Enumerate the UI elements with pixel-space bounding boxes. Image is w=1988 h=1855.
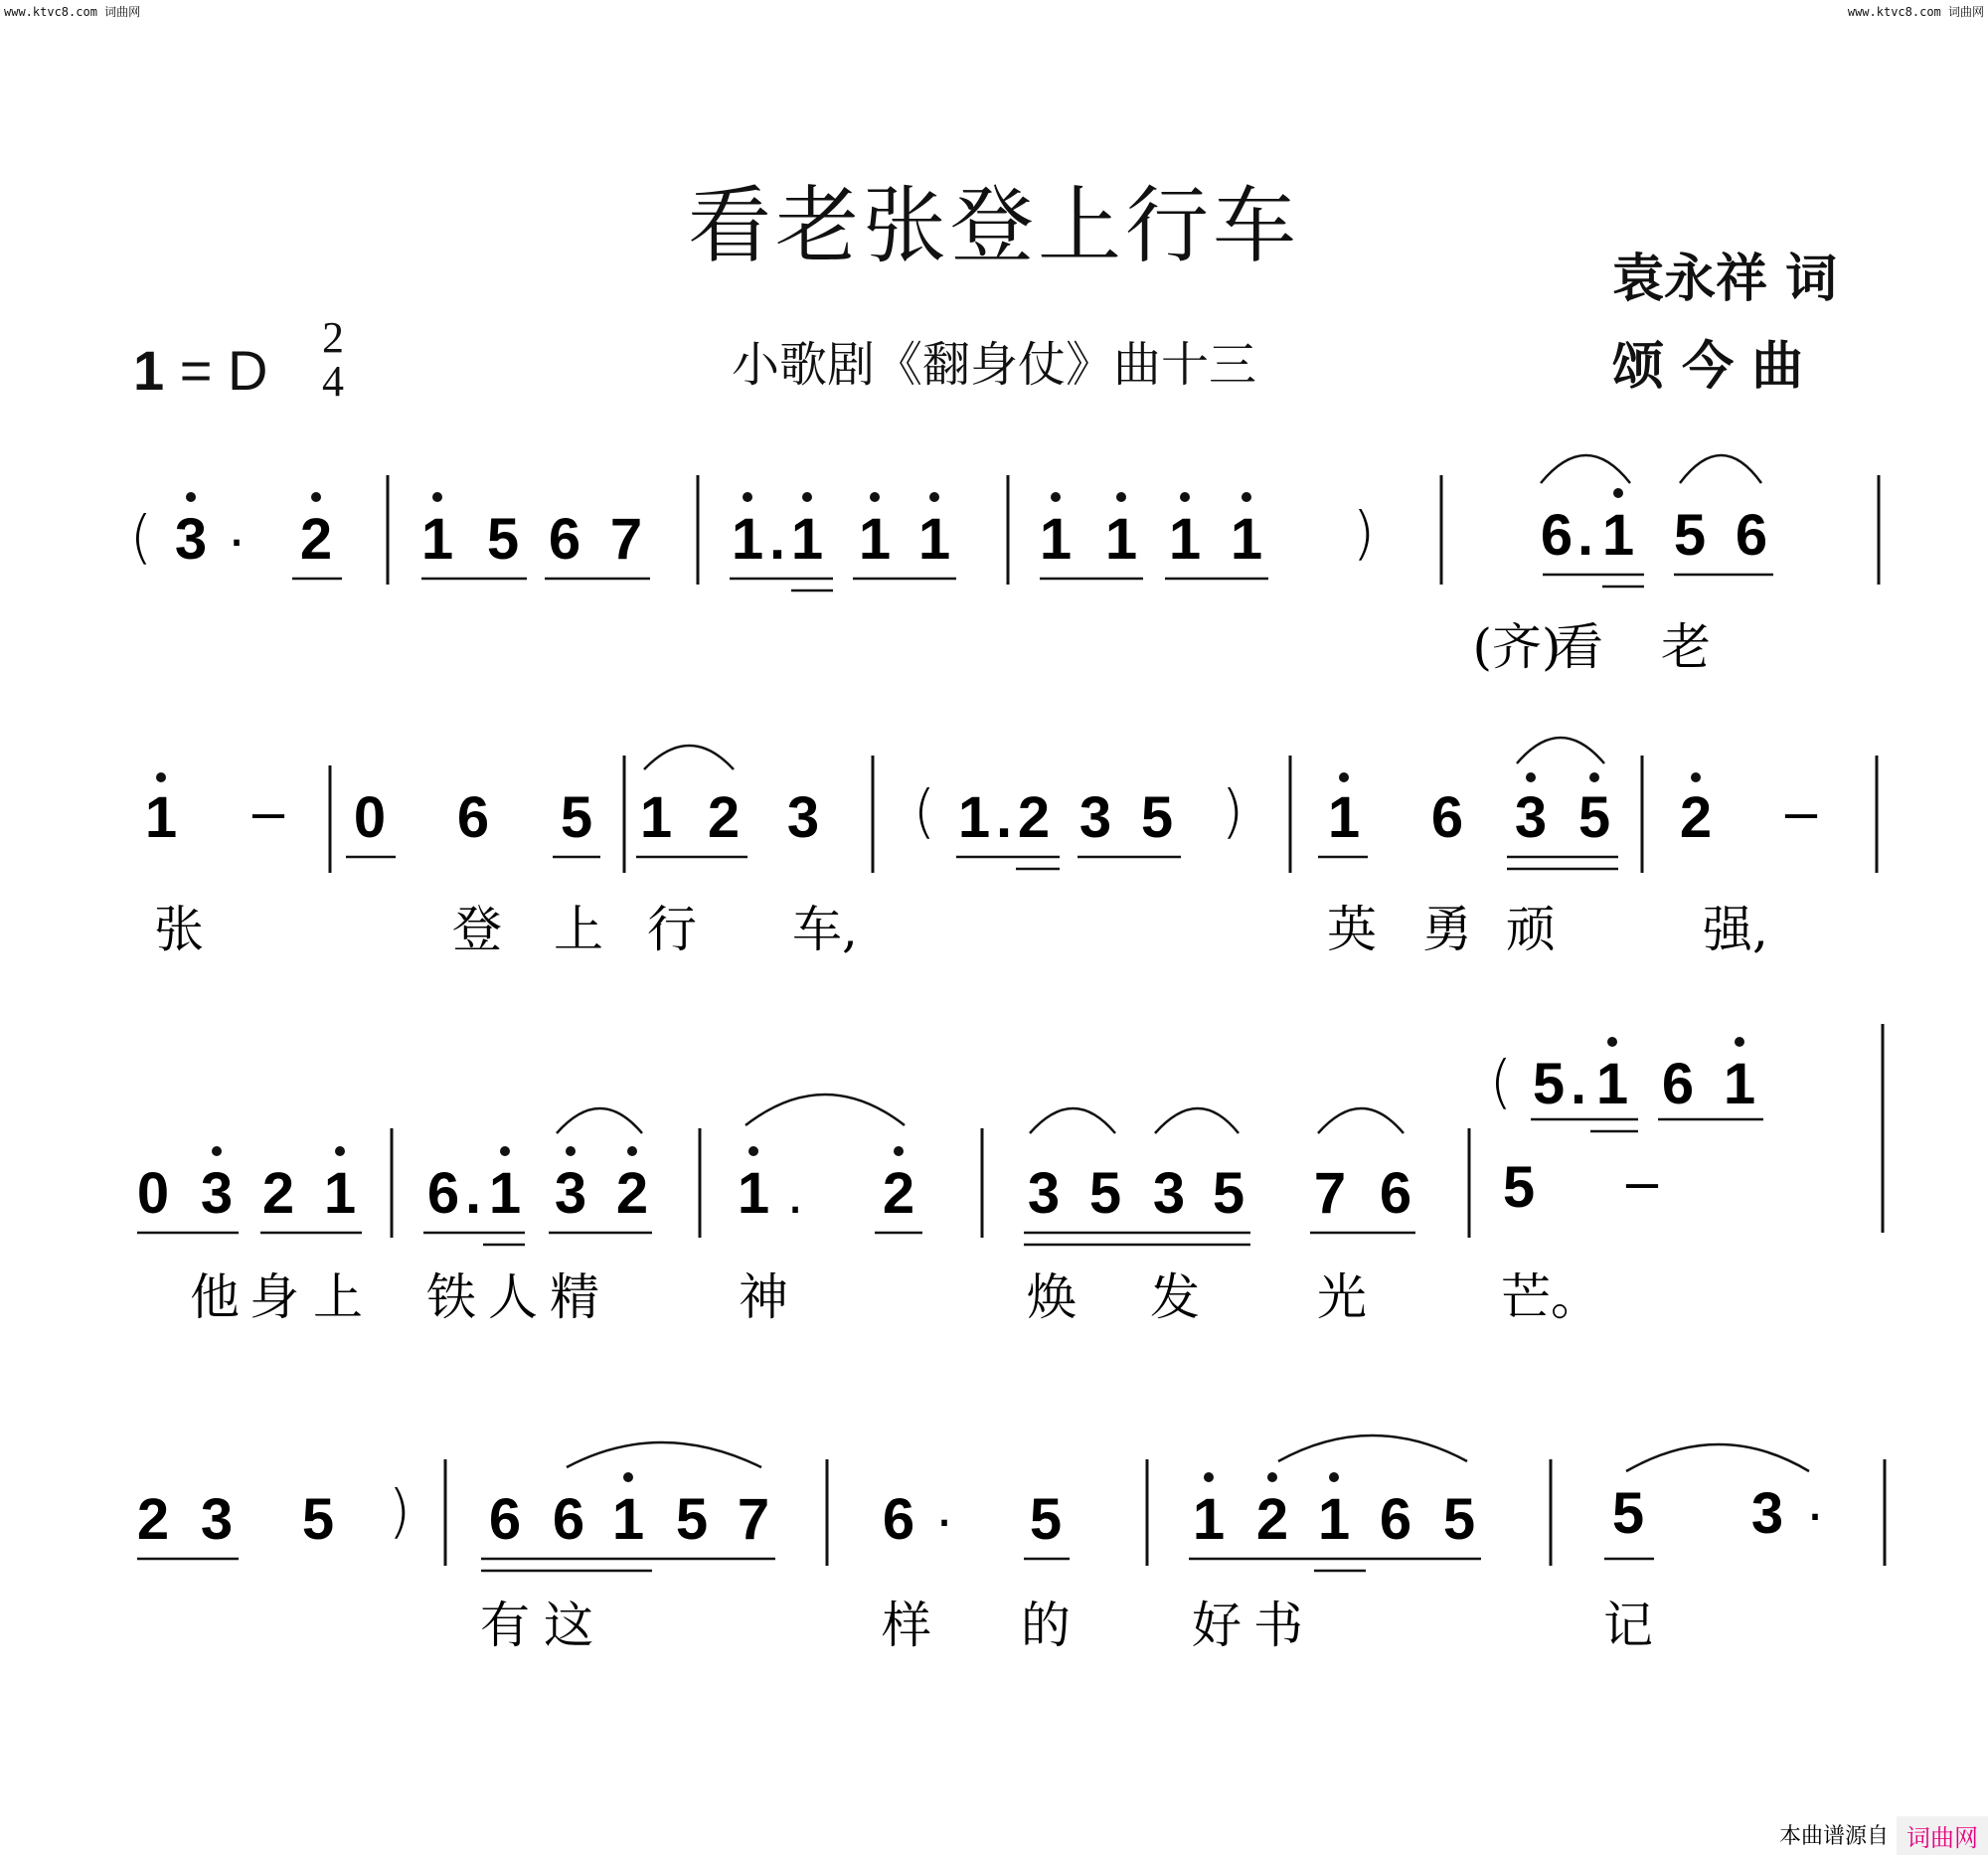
note: 5 [1088, 1161, 1122, 1226]
high-dot [870, 492, 880, 502]
note: 1 [611, 1487, 645, 1552]
note: 3 [1750, 1481, 1784, 1546]
high-dot [627, 1146, 637, 1156]
slurs [1541, 455, 1761, 483]
score-line-4 [137, 1435, 1825, 1654]
note: 6 [552, 1487, 585, 1552]
lyric: 行 [647, 901, 697, 958]
composer-credit: 颂 今 曲 [1612, 336, 1804, 397]
paren-open: ( [1489, 1048, 1513, 1115]
watermark-left: www.ktvc8.com 词曲网 [4, 5, 141, 19]
note: 5 [1577, 785, 1611, 850]
bar-lines [330, 475, 1885, 1566]
octave-dots [186, 488, 1623, 502]
lyric: 张 [154, 901, 204, 958]
lyric: 光 [1317, 1268, 1367, 1326]
high-dot [1242, 492, 1251, 502]
dash: – [1784, 779, 1818, 844]
note: 1 [420, 507, 454, 572]
lyric: 身 [249, 1268, 299, 1326]
lyric: (齐) [1472, 618, 1562, 676]
note: 3 [786, 785, 820, 850]
note: 1 [858, 507, 892, 572]
dot-extend: . [786, 1161, 804, 1226]
lyric: 神 [739, 1268, 788, 1326]
note: 6 [1735, 503, 1768, 568]
high-dot [1735, 1037, 1744, 1047]
dot-extend: . [995, 785, 1013, 850]
paren-open: ( [912, 777, 936, 845]
meter-top: 2 [322, 313, 344, 362]
high-dot [1607, 1037, 1617, 1047]
dot-extend: . [1576, 503, 1594, 568]
note: 6 [548, 507, 581, 572]
note: 6 [488, 1487, 522, 1552]
high-dot [1204, 1472, 1214, 1482]
high-dot [1613, 488, 1623, 498]
paren-close: ) [1352, 499, 1376, 567]
note: 2 [1017, 785, 1051, 850]
lyric: 芒。 [1501, 1268, 1600, 1326]
paren-open: ( [129, 503, 153, 571]
note: 2 [1679, 785, 1713, 850]
high-dot [500, 1146, 510, 1156]
dot-extend: · [934, 1487, 954, 1552]
note: 6 [456, 785, 490, 850]
lyric: 有 [480, 1597, 530, 1654]
note: 1 [1230, 507, 1263, 572]
note: 6 [882, 1487, 915, 1552]
lyric: 这 [544, 1597, 593, 1654]
lyric: 铁 [426, 1268, 476, 1326]
note: 1 [144, 785, 178, 850]
dot-extend: . [1570, 1052, 1587, 1116]
note: 3 [200, 1161, 234, 1226]
high-dot [212, 1146, 222, 1156]
high-dot [929, 492, 939, 502]
octave-dots [212, 1037, 1744, 1156]
lyric: 顽 [1506, 901, 1556, 958]
key-tonic-number: 1 [133, 339, 165, 402]
note: 0 [136, 1161, 170, 1226]
song-title: 看老张登上行车 [687, 177, 1300, 274]
note: 3 [554, 1161, 587, 1226]
lyric: 上 [313, 1268, 363, 1326]
note: 6 [1379, 1161, 1412, 1226]
note: 5 [1502, 1155, 1536, 1220]
underlines [292, 575, 1773, 590]
note: 3 [200, 1487, 234, 1552]
note: 2 [707, 785, 741, 850]
lyric: 人 [488, 1268, 538, 1326]
note: 0 [353, 785, 387, 850]
lyricist-credit: 袁永祥 词 [1612, 249, 1838, 309]
note: 5 [560, 785, 593, 850]
high-dot [432, 492, 442, 502]
note: 6 [1379, 1487, 1412, 1552]
lyric: 车, [792, 901, 858, 958]
high-dot [1051, 492, 1061, 502]
key-tonic-name: = D [179, 339, 268, 402]
high-dot [311, 492, 321, 502]
dot-extend: . [768, 507, 786, 572]
song-subtitle: 小歌剧《翻身仗》曲十三 [731, 337, 1256, 393]
lyric: 上 [554, 901, 603, 958]
note: 7 [1313, 1161, 1347, 1226]
high-dot [1180, 492, 1190, 502]
score-line-3 [137, 1037, 1763, 1326]
lyric: 登 [452, 901, 502, 958]
note: 7 [609, 507, 643, 572]
high-dot [1589, 772, 1599, 782]
note: 1 [790, 507, 824, 572]
note: 2 [261, 1161, 295, 1226]
note: 2 [615, 1161, 649, 1226]
note: 7 [737, 1487, 770, 1552]
high-dot [335, 1146, 345, 1156]
note: 1 [917, 507, 951, 572]
high-dot [1526, 772, 1536, 782]
lyric: 焕 [1027, 1268, 1077, 1326]
note: 3 [174, 507, 208, 572]
note: 2 [882, 1161, 915, 1226]
score-line-1 [130, 455, 1773, 676]
note: 5 [1140, 785, 1174, 850]
dash: – [251, 779, 285, 844]
dot-extend: · [1805, 1481, 1825, 1546]
note: 5 [1673, 503, 1707, 568]
meter-bottom: 4 [322, 357, 344, 406]
high-dot [1329, 1472, 1339, 1482]
high-dot [748, 1146, 758, 1156]
lyric: 样 [882, 1597, 931, 1654]
high-dot [1339, 772, 1349, 782]
lyric: 好 [1192, 1597, 1242, 1654]
lyric: 书 [1253, 1597, 1303, 1654]
slurs [557, 1095, 1404, 1133]
high-dot [156, 772, 166, 782]
note: 3 [1078, 785, 1112, 850]
note: 5 [1532, 1052, 1566, 1116]
lyric: 英 [1327, 901, 1377, 958]
dot-extend: . [464, 1161, 482, 1226]
note: 6 [1661, 1052, 1695, 1116]
high-dot [1267, 1472, 1277, 1482]
note: 5 [1212, 1161, 1245, 1226]
note: 5 [301, 1487, 335, 1552]
high-dot [566, 1146, 576, 1156]
high-dot [743, 492, 752, 502]
note: 3 [1152, 1161, 1186, 1226]
high-dot [623, 1472, 633, 1482]
watermark-right: www.ktvc8.com 词曲网 [1847, 5, 1984, 19]
note: 1 [1317, 1487, 1351, 1552]
lyric: 的 [1021, 1597, 1071, 1654]
high-dot [802, 492, 812, 502]
note: 1 [1327, 785, 1361, 850]
note: 5 [486, 507, 520, 572]
note: 1 [737, 1161, 770, 1226]
high-dot [1116, 492, 1126, 502]
dash: – [1625, 1149, 1659, 1214]
note: 1 [1192, 1487, 1226, 1552]
note: 6 [1430, 785, 1464, 850]
note: 2 [299, 507, 333, 572]
note: 1 [323, 1161, 357, 1226]
note: 1 [1723, 1052, 1756, 1116]
note: 1 [488, 1161, 522, 1226]
source-footer [1771, 1816, 1988, 1850]
source-label: 本曲谱源自 [1778, 1824, 1889, 1849]
paren-close: ) [1221, 777, 1244, 845]
underlines [346, 857, 1618, 869]
note: 3 [1027, 1161, 1061, 1226]
note: 5 [675, 1487, 709, 1552]
note: 1 [1168, 507, 1202, 572]
slurs [644, 738, 1604, 769]
dot-extend: · [227, 507, 247, 572]
note: 1 [1039, 507, 1073, 572]
underlines [137, 1559, 1654, 1571]
note: 6 [426, 1161, 460, 1226]
lyric: 强, [1703, 901, 1768, 958]
note: 1 [1601, 503, 1635, 568]
note: 1 [731, 507, 764, 572]
note: 2 [136, 1487, 170, 1552]
note: 3 [1514, 785, 1548, 850]
note: 5 [1611, 1481, 1645, 1546]
octave-dots [623, 1472, 1339, 1482]
site-link[interactable]: 词曲网 [1897, 1816, 1988, 1855]
high-dot [186, 492, 196, 502]
note: 6 [1540, 503, 1574, 568]
paren-close: ) [388, 1477, 412, 1545]
note: 2 [1255, 1487, 1289, 1552]
lyric: 精 [550, 1268, 599, 1326]
lyric: 记 [1603, 1597, 1653, 1654]
score-line-2 [145, 738, 1818, 958]
lyric: 他 [190, 1268, 240, 1326]
lyric: 老 [1661, 618, 1711, 676]
note: 1 [1104, 507, 1138, 572]
note: 1 [957, 785, 991, 850]
high-dot [1691, 772, 1701, 782]
lyric: 看 [1554, 618, 1603, 676]
slurs [567, 1435, 1809, 1471]
note: 1 [639, 785, 673, 850]
high-dot [894, 1146, 904, 1156]
note: 5 [1029, 1487, 1063, 1552]
note: 5 [1442, 1487, 1476, 1552]
lyric: 发 [1150, 1268, 1200, 1326]
lyric: 勇 [1422, 901, 1472, 958]
note: 1 [1595, 1052, 1629, 1116]
